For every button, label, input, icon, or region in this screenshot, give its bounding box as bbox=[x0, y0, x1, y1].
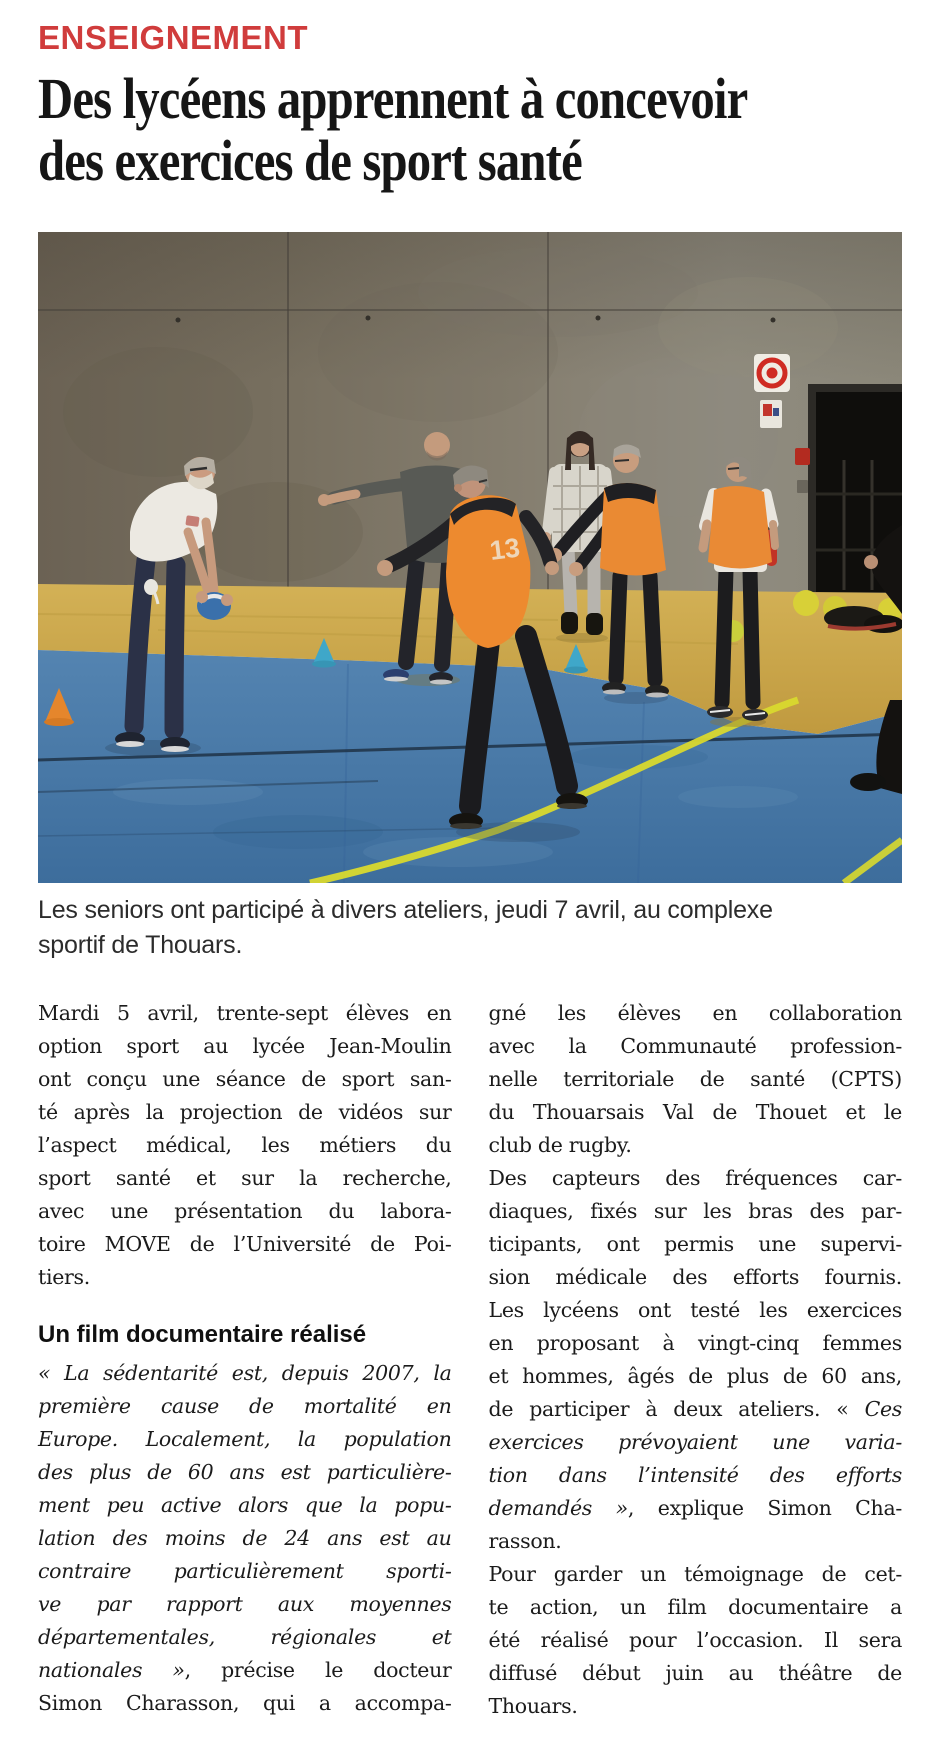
text-line: avec une présentation du labora- bbox=[38, 1199, 452, 1223]
text-line: Pour garder un témoignage de cet- bbox=[488, 1562, 902, 1586]
text-line: gné les élèves en collaboration bbox=[488, 1001, 902, 1025]
paragraph bbox=[489, 997, 903, 1162]
text-line: en proposant à vingt-cinq femmes bbox=[488, 1331, 902, 1355]
text-line: contraire particulièrement sporti- bbox=[38, 1559, 452, 1583]
vest-number: 13 bbox=[488, 532, 522, 566]
subheading: Un film documentaire réalisé bbox=[38, 1321, 367, 1348]
text-line: ve par rapport aux moyennes bbox=[38, 1592, 452, 1616]
text-line: club de rugby. bbox=[488, 1133, 632, 1157]
text-line: lation des moins de 24 ans est au bbox=[38, 1526, 452, 1550]
text-line: sion médicale des efforts fournis. bbox=[488, 1265, 902, 1289]
paragraph bbox=[38, 997, 452, 1294]
text-line: Simon Charasson, qui a accompa- bbox=[38, 1691, 452, 1715]
text-line: des plus de 60 ans est particulière- bbox=[38, 1460, 452, 1484]
text-line: tion dans l’intensité des efforts bbox=[488, 1463, 902, 1487]
article-column-left bbox=[38, 997, 452, 1723]
text-line: Thouars. bbox=[488, 1694, 578, 1718]
text-line: tiers. bbox=[38, 1265, 90, 1289]
text-line: « La sédentarité est, depuis 2007, la bbox=[38, 1361, 452, 1385]
text-line: ticipants, ont permis une supervi- bbox=[488, 1232, 902, 1256]
text-line: de participer à deux ateliers. « Ces bbox=[488, 1397, 902, 1421]
text-line: nelle territoriale de santé (CPTS) bbox=[488, 1067, 902, 1091]
text-line: toire MOVE de l’Université de Poi- bbox=[38, 1232, 452, 1256]
text-line: exercices prévoyaient une varia- bbox=[488, 1430, 902, 1454]
text-line: demandés », explique Simon Cha- bbox=[488, 1496, 903, 1520]
small-wall-sign bbox=[760, 400, 782, 428]
text-line: et hommes, âgés de plus de 60 ans, bbox=[488, 1364, 902, 1388]
article-body bbox=[38, 997, 902, 1723]
text-line: diaques, fixés sur les bras des par- bbox=[488, 1199, 902, 1223]
section-kicker: ENSEIGNEMENT bbox=[38, 19, 309, 56]
text-line: sport santé et sur la recherche, bbox=[38, 1166, 452, 1190]
text-line: nationales », précise le docteur bbox=[38, 1658, 452, 1682]
text-line: première cause de mortalité en bbox=[38, 1394, 452, 1418]
headline-line-1: Des lycéens apprennent à concevoir bbox=[38, 66, 748, 131]
text-line: Europe. Localement, la population bbox=[38, 1427, 452, 1451]
text-line: te action, un film documentaire a bbox=[488, 1595, 902, 1619]
article-content bbox=[38, 0, 902, 1723]
text-line: ont conçu une séance de sport san- bbox=[38, 1067, 452, 1091]
safety-sign bbox=[754, 354, 790, 392]
text-line: départementales, régionales et bbox=[38, 1625, 452, 1649]
caption-line: Les seniors ont participé à divers ateliers, jeudi 7 avril, au complexe bbox=[38, 896, 773, 924]
photo-caption bbox=[38, 893, 902, 963]
page-title bbox=[38, 68, 902, 192]
article-figure bbox=[38, 232, 902, 963]
text-line: rasson. bbox=[488, 1529, 562, 1553]
text-line: diffusé début juin au théâtre de bbox=[488, 1661, 902, 1685]
text-line: avec la Communauté profession- bbox=[488, 1034, 902, 1058]
caption-line: sportif de Thouars. bbox=[38, 931, 243, 959]
text-line: Les lycéens ont testé les exercices bbox=[488, 1298, 902, 1322]
text-line: l’aspect médical, les métiers du bbox=[38, 1133, 452, 1157]
text-line: option sport au lycée Jean-Moulin bbox=[38, 1034, 452, 1058]
headline-line-2: des exercices de sport santé bbox=[38, 128, 582, 193]
text-line: ment peu active alors que la popu- bbox=[38, 1493, 452, 1517]
paragraph bbox=[489, 1162, 903, 1558]
paragraph bbox=[38, 1357, 452, 1720]
text-line: Des capteurs des fréquences car- bbox=[488, 1166, 902, 1190]
gym-photo-illustration bbox=[38, 232, 902, 883]
text-line: du Thouarsais Val de Thouet et le bbox=[488, 1100, 902, 1124]
text-line: été réalisé pour l’occasion. Il sera bbox=[488, 1628, 902, 1652]
paragraph bbox=[489, 1558, 903, 1723]
text-line: Mardi 5 avril, trente-sept élèves en bbox=[38, 1001, 452, 1025]
text-line: té après la projection de vidéos sur bbox=[38, 1100, 452, 1124]
article-column-right bbox=[489, 997, 903, 1723]
article-photo bbox=[38, 232, 902, 883]
